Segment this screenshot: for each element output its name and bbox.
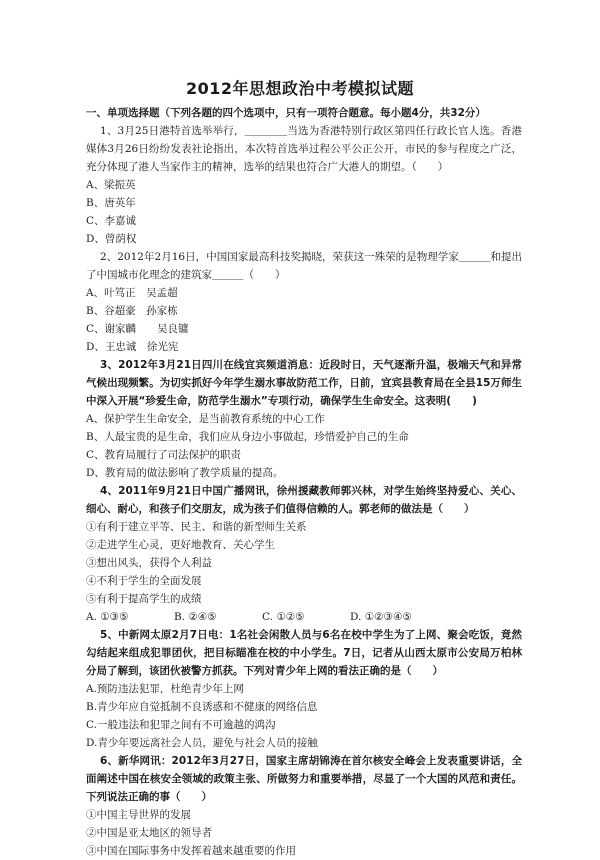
option-row [86,608,522,626]
statement-1: ①中国主导世界的发展 [86,809,191,821]
statement-2: ②走进学生心灵，更好地教育、关心学生 [86,539,275,551]
statement-5: ⑤有利于提高学生的成绩 [86,593,202,605]
option-b: B. ②④⑤ [174,611,217,623]
option-c: C、李嘉诚 [86,215,137,227]
section-heading: 一、单项选择题（下列各题的四个选项中，只有一项符合题意。每小题4分，共32分） [86,107,486,119]
question-5 [86,626,522,752]
exam-content [86,104,522,860]
option-a: A、保护学生生命安全，是当前教育系统的中心工作 [86,413,325,425]
question-2 [86,248,522,356]
question-text: 2、2012年2月16日，中国国家最高科技奖揭晓，荣获这一殊荣的是物理学家＿＿＿和提出了中国城市化理念的建筑家＿＿＿（ ） [86,251,522,281]
option-d: D、教育局的做法影响了教学质量的提高。 [86,467,284,479]
statement-3: ③想出风头，获得个人利益 [86,557,212,569]
statement-4: ④不利于学生的全面发展 [86,575,202,587]
option-c: C. ①②⑤ [262,611,305,623]
question-text: 3、2012年3月21日四川在线宜宾频道消息：近段时日，天气逐渐升温，极端天气和异常气候出现频繁。为切实抓好今年学生溺水事故防范工作，日前，宜宾县教育局在全县15万师生中深入开展“珍爱生命，防范学生溺水”专项行动，确保学生生命安全。这表明( ) [86,359,522,407]
question-3 [86,356,522,482]
option-b: B、唐英年 [86,197,136,209]
option-c: C、谢家麟 吴良镛 [86,323,189,335]
statement-2: ②中国是亚太地区的领导者 [86,827,212,839]
option-c: C.一般违法和犯罪之间有不可逾越的鸿沟 [86,719,276,731]
option-a: A.预防违法犯罪，杜绝青少年上网 [86,683,244,695]
question-text: 4、2011年9月21日中国广播网讯，徐州援藏教师郭兴林，对学生始终坚持爱心、关心、细心、耐心，和孩子们交朋友，成为孩子们值得信赖的人。郭老师的做法是（ ） [86,485,522,515]
statement-1: ①有利于建立平等、民主、和谐的新型师生关系 [86,521,307,533]
option-b: B、人最宝贵的是生命，我们应从身边小事做起，珍惜爱护自己的生命 [86,431,409,443]
page-title: 2012年思想政治中考模拟试题 [185,79,415,98]
question-6 [86,752,522,860]
question-4 [86,482,522,626]
statement-3: ③中国在国际事务中发挥着越来越重要的作用 [86,845,296,857]
question-text: 1、3月25日港特首选举举行，＿＿＿＿当选为香港特别行政区第四任行政长官人选。香港媒体3月26日纷纷发表社论指出，本次特首选举过程公平公正公开，市民的参与程度之广泛，充分体现了港人当家作主的精神，选举的结果也符合广大港人的期望。（ ） [86,125,522,173]
option-d: D、王忠诚 徐光宪 [86,341,179,353]
option-a: A、梁振英 [86,179,136,191]
option-a: A、叶笃正 吴孟超 [86,287,178,299]
option-d: D. ①②③④⑤ [350,611,412,623]
option-d: D.青少年要远离社会人员，避免与社会人员的接触 [86,737,318,749]
question-1 [86,122,522,248]
option-b: B、谷超豪 孙家栋 [86,305,178,317]
option-a: A. ①③⑤ [86,611,129,623]
option-c: C、教育局履行了司法保护的职责 [86,449,242,461]
question-text: 6、新华网讯：2012年3月27日，国家主席胡锦涛在首尔核安全峰会上发表重要讲话，全面阐述中国在核安全领域的政策主张、所做努力和重要举措，尽显了一个大国的风范和责任。下列说法正确的事（ ） [86,755,522,803]
question-text: 5、中新网太原2月7日电：1名社会闲散人员与6名在校中学生为了上网、聚会吃饭，竟然勾结起来组成犯罪团伙，把目标瞄准在校的中小学生。7日，记者从山西太原市公安局万柏林分局了解到，该团伙被警方抓获。下列对青少年上网的看法正确的是（ ） [86,629,522,677]
option-d: D、曾荫权 [86,233,137,245]
option-b: B.青少年应自觉抵制不良诱惑和不健康的网络信息 [86,701,318,713]
